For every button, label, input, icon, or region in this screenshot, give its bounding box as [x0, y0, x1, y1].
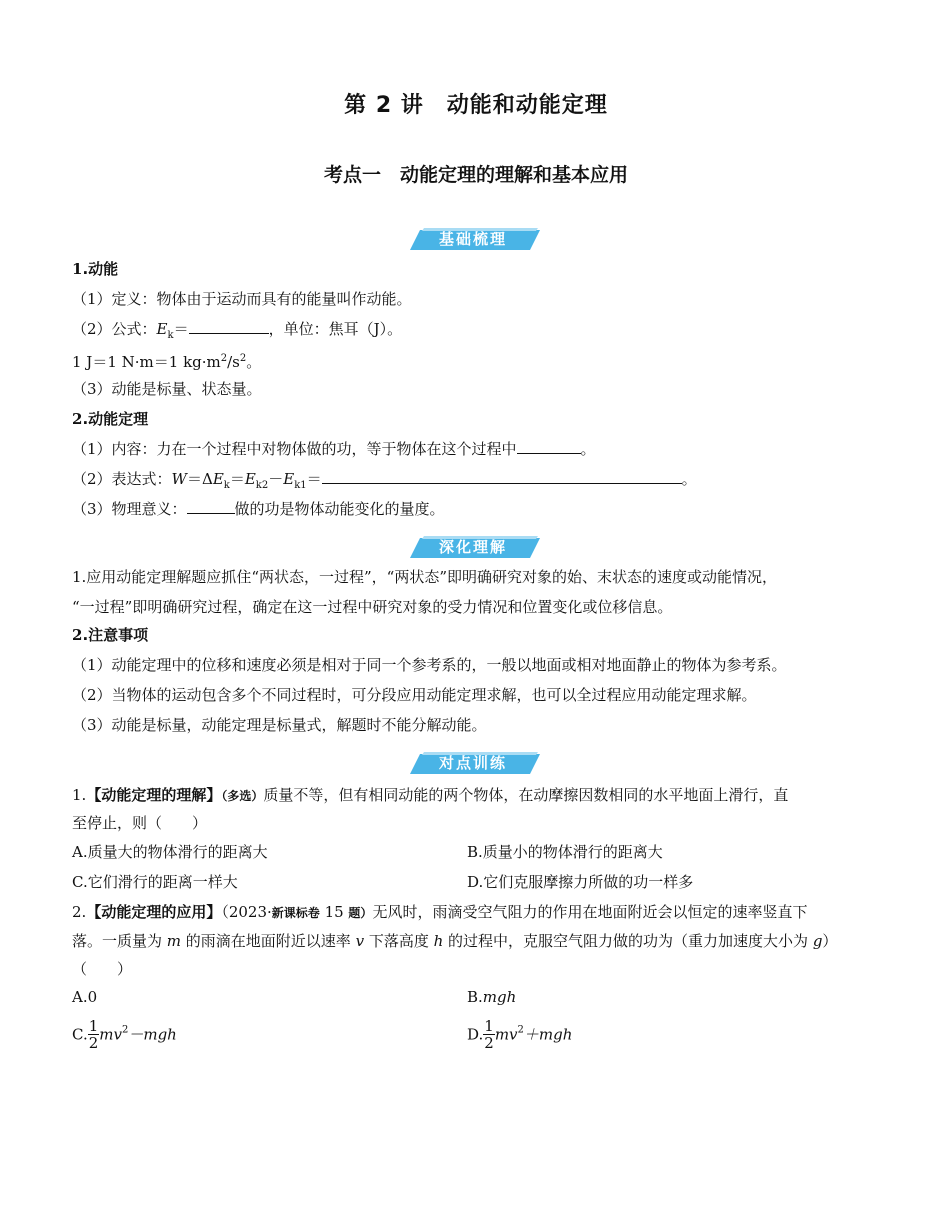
scalar-line: （3）动能是标量、状态量。 — [72, 380, 262, 398]
deepen-paragraph-1b: “一过程”即明确研究过程，确定在这一过程中研究对象的受力情况和位置变化或位移信息。 — [72, 598, 673, 616]
q2-option-c[interactable]: C. $\frac{1}{2}$ $mv^2-mgh$ — [72, 1017, 177, 1052]
banner-training: 对点训练 — [410, 752, 542, 776]
answer-blank[interactable] — [187, 499, 235, 514]
banner-deepen: 深化理解 — [410, 536, 542, 560]
q2-option-d[interactable]: D. $\frac{1}{2}$ $mv^2+mgh$ — [467, 1017, 573, 1052]
deepen-paragraph-1a: 1.应用动能定理解题应抓住“两状态，一过程”，“两状态”即明确研究对象的始、末状态的速度或动能情况， — [72, 568, 777, 586]
note-1: （1）动能定理中的位移和速度必须是相对于同一个参考系的，一般以地面或相对地面静止的物体为参考系。 — [72, 656, 787, 674]
answer-blank[interactable] — [189, 319, 269, 334]
meaning-line: （3）物理意义： 做的功是物体动能变化的量度。 — [72, 500, 445, 518]
expression-line: （2）表达式：$W=\Delta E_k=E_{k2}-E_{k1}=$ 。 — [72, 470, 697, 491]
unit-line: 1 J＝1 N·m＝1 $kg\cdot m^2/s^2$。 — [72, 353, 262, 371]
question-2-stem: 2.【动能定理的应用】（2023·新课标卷 15 题）无风时，雨滴受空气阻力的作用在地面附近会以恒定的速率竖直下 — [72, 903, 808, 921]
formula-line: （2）公式：$E_k=$ ，单位：焦耳（J）。 — [72, 320, 403, 341]
question-2-stem-cont: 落。一质量为 m 的雨滴在地面附近以速率 v 下落高度 h 的过程中，克服空气阻力做的功为（重力加速度大小为 g） — [72, 932, 838, 950]
note-2: （2）当物体的运动包含多个不同过程时，可分段应用动能定理求解，也可以全过程应用动能定理求解。 — [72, 686, 757, 704]
heading-kinetic-energy: 1.动能 — [72, 260, 119, 278]
answer-blank[interactable] — [322, 469, 682, 484]
q1-option-d[interactable]: D.它们克服摩擦力所做的功一样多 — [467, 873, 694, 891]
lecture-title: 第 2 讲 动能和动能定理 — [344, 93, 608, 118]
question-1-stem-cont: 至停止，则（ ） — [72, 814, 208, 832]
fraction-half: $\frac{1}{2}$ — [484, 1017, 494, 1052]
point-title: 考点一 动能定理的理解和基本应用 — [323, 164, 628, 186]
question-2-bracket: （ ） — [72, 960, 133, 978]
question-1-stem: 1.【动能定理的理解】（多选）质量不等，但有相同动能的两个物体，在动摩擦因数相同的水平地面上滑行，直 — [72, 786, 789, 804]
q1-option-b[interactable]: B.质量小的物体滑行的距离大 — [467, 843, 663, 861]
q2-option-a[interactable]: A.0 — [72, 988, 98, 1006]
heading-notes: 2.注意事项 — [72, 626, 149, 644]
note-3: （3）动能是标量，动能定理是标量式，解题时不能分解动能。 — [72, 716, 487, 734]
q1-option-a[interactable]: A.质量大的物体滑行的距离大 — [72, 843, 268, 861]
answer-blank[interactable] — [517, 439, 581, 454]
content-line: （1）内容：力在一个过程中对物体做的功，等于物体在这个过程中 。 — [72, 440, 596, 458]
banner-basics: 基础梳理 — [410, 228, 542, 252]
definition-line: （1）定义：物体由于运动而具有的能量叫作动能。 — [72, 290, 412, 308]
q1-option-c[interactable]: C.它们滑行的距离一样大 — [72, 873, 238, 891]
heading-theorem: 2.动能定理 — [72, 410, 149, 428]
q2-option-b[interactable]: B.mgh — [467, 988, 517, 1006]
fraction-half: $\frac{1}{2}$ — [88, 1017, 99, 1052]
